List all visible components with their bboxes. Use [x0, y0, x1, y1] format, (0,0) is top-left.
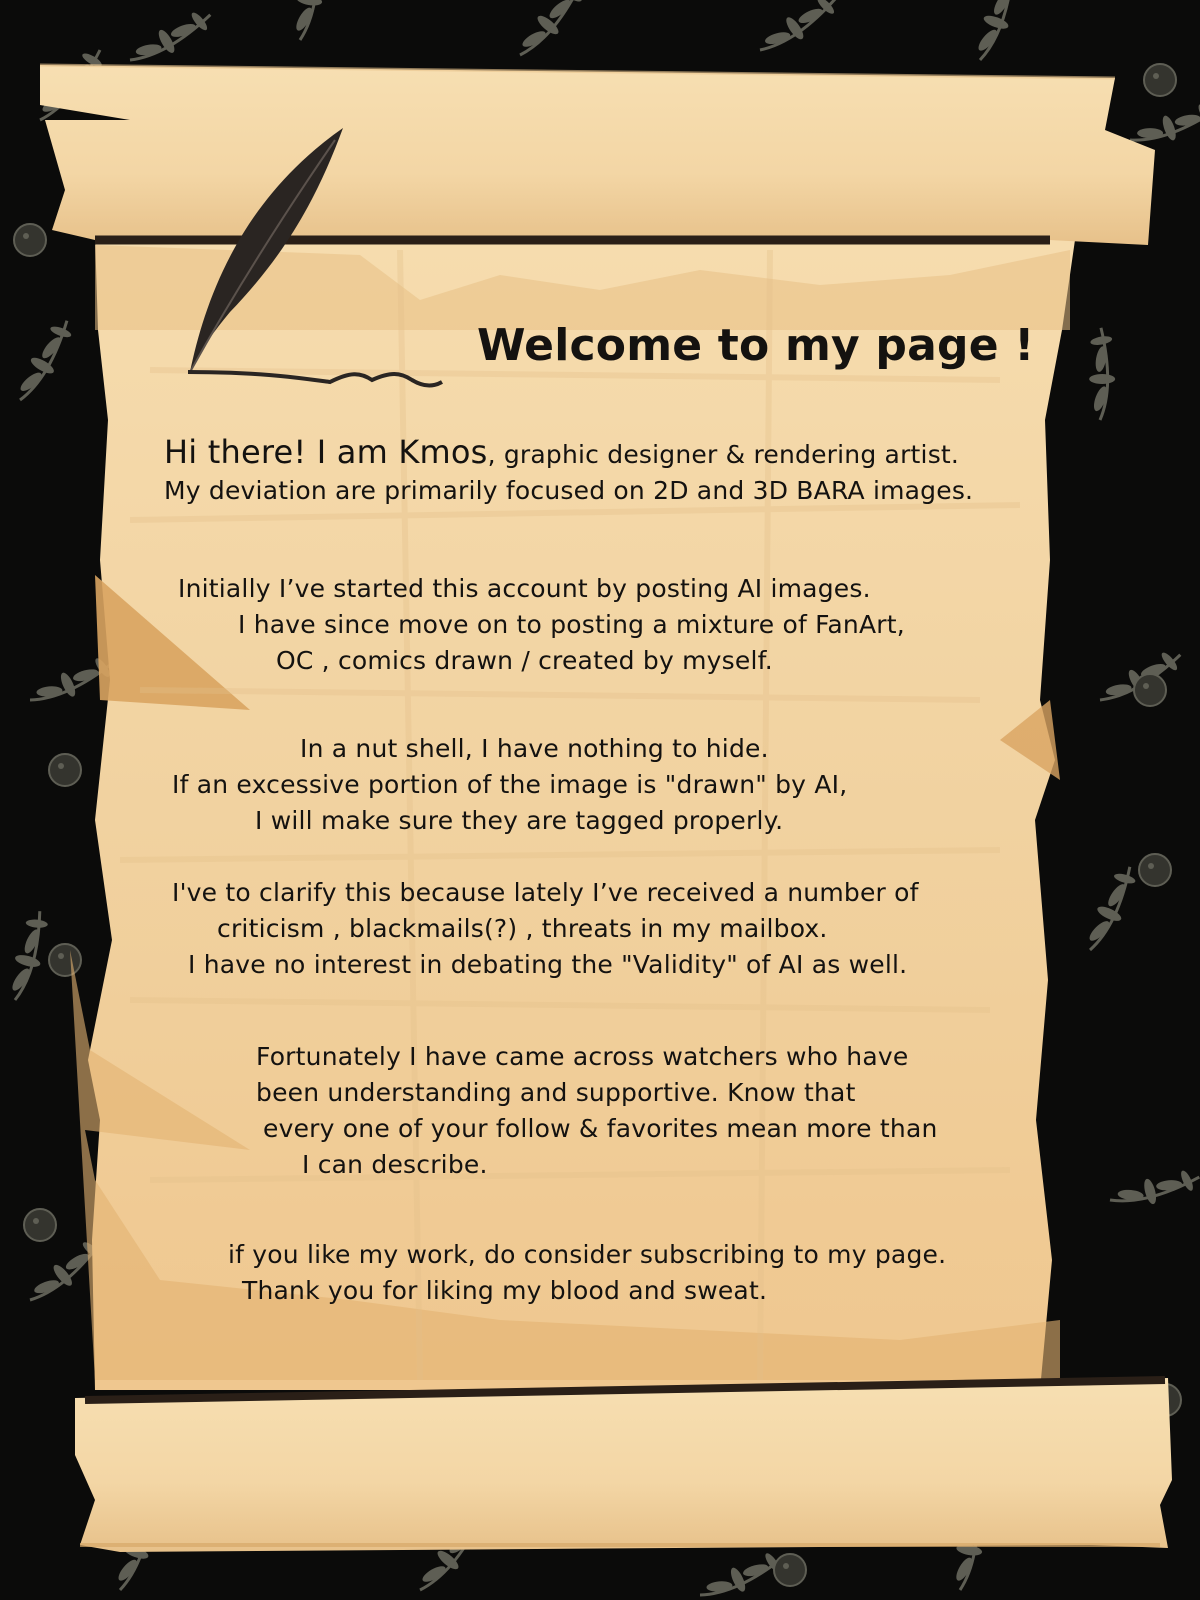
greeting-text: Hi there! I am Kmos [164, 433, 488, 471]
gratitude-line-1: Fortunately I have came across watchers who have [256, 1042, 909, 1071]
history-line-2: I have since move on to posting a mixture of FanArt, [238, 610, 905, 639]
role-text: , graphic designer & rendering artist. [487, 440, 960, 469]
gratitude-line-4: I can describe. [302, 1150, 488, 1179]
closing-line-1: if you like my work, do consider subscribing to my page. [228, 1240, 947, 1269]
transparency-line-1: In a nut shell, I have nothing to hide. [300, 734, 769, 763]
closing-line-2: Thank you for liking my blood and sweat. [242, 1276, 768, 1305]
bottom-scroll-roll [75, 1378, 1172, 1552]
clarification-line-3: I have no interest in debating the "Validity" of AI as well. [188, 950, 908, 979]
top-scroll-roll [40, 65, 1155, 245]
transparency-line-2: If an excessive portion of the image is "drawn" by AI, [172, 770, 848, 799]
history-line-3: OC , comics drawn / created by myself. [276, 646, 773, 675]
page-title: Welcome to my page ! [477, 320, 1035, 371]
clarification-line-1: I've to clarify this because lately I’ve received a number of [172, 878, 919, 907]
intro-line [164, 433, 959, 471]
focus-text: My deviation are primarily focused on 2D and 3D BARA images. [164, 476, 974, 505]
gratitude-line-3: every one of your follow & favorites mean more than [263, 1114, 938, 1143]
history-line-1: Initially I’ve started this account by posting AI images. [178, 574, 871, 603]
clarification-line-2: criticism , blackmails(?) , threats in my mailbox. [217, 914, 828, 943]
transparency-line-3: I will make sure they are tagged properly. [255, 806, 784, 835]
gratitude-line-2: been understanding and supportive. Know that [256, 1078, 856, 1107]
